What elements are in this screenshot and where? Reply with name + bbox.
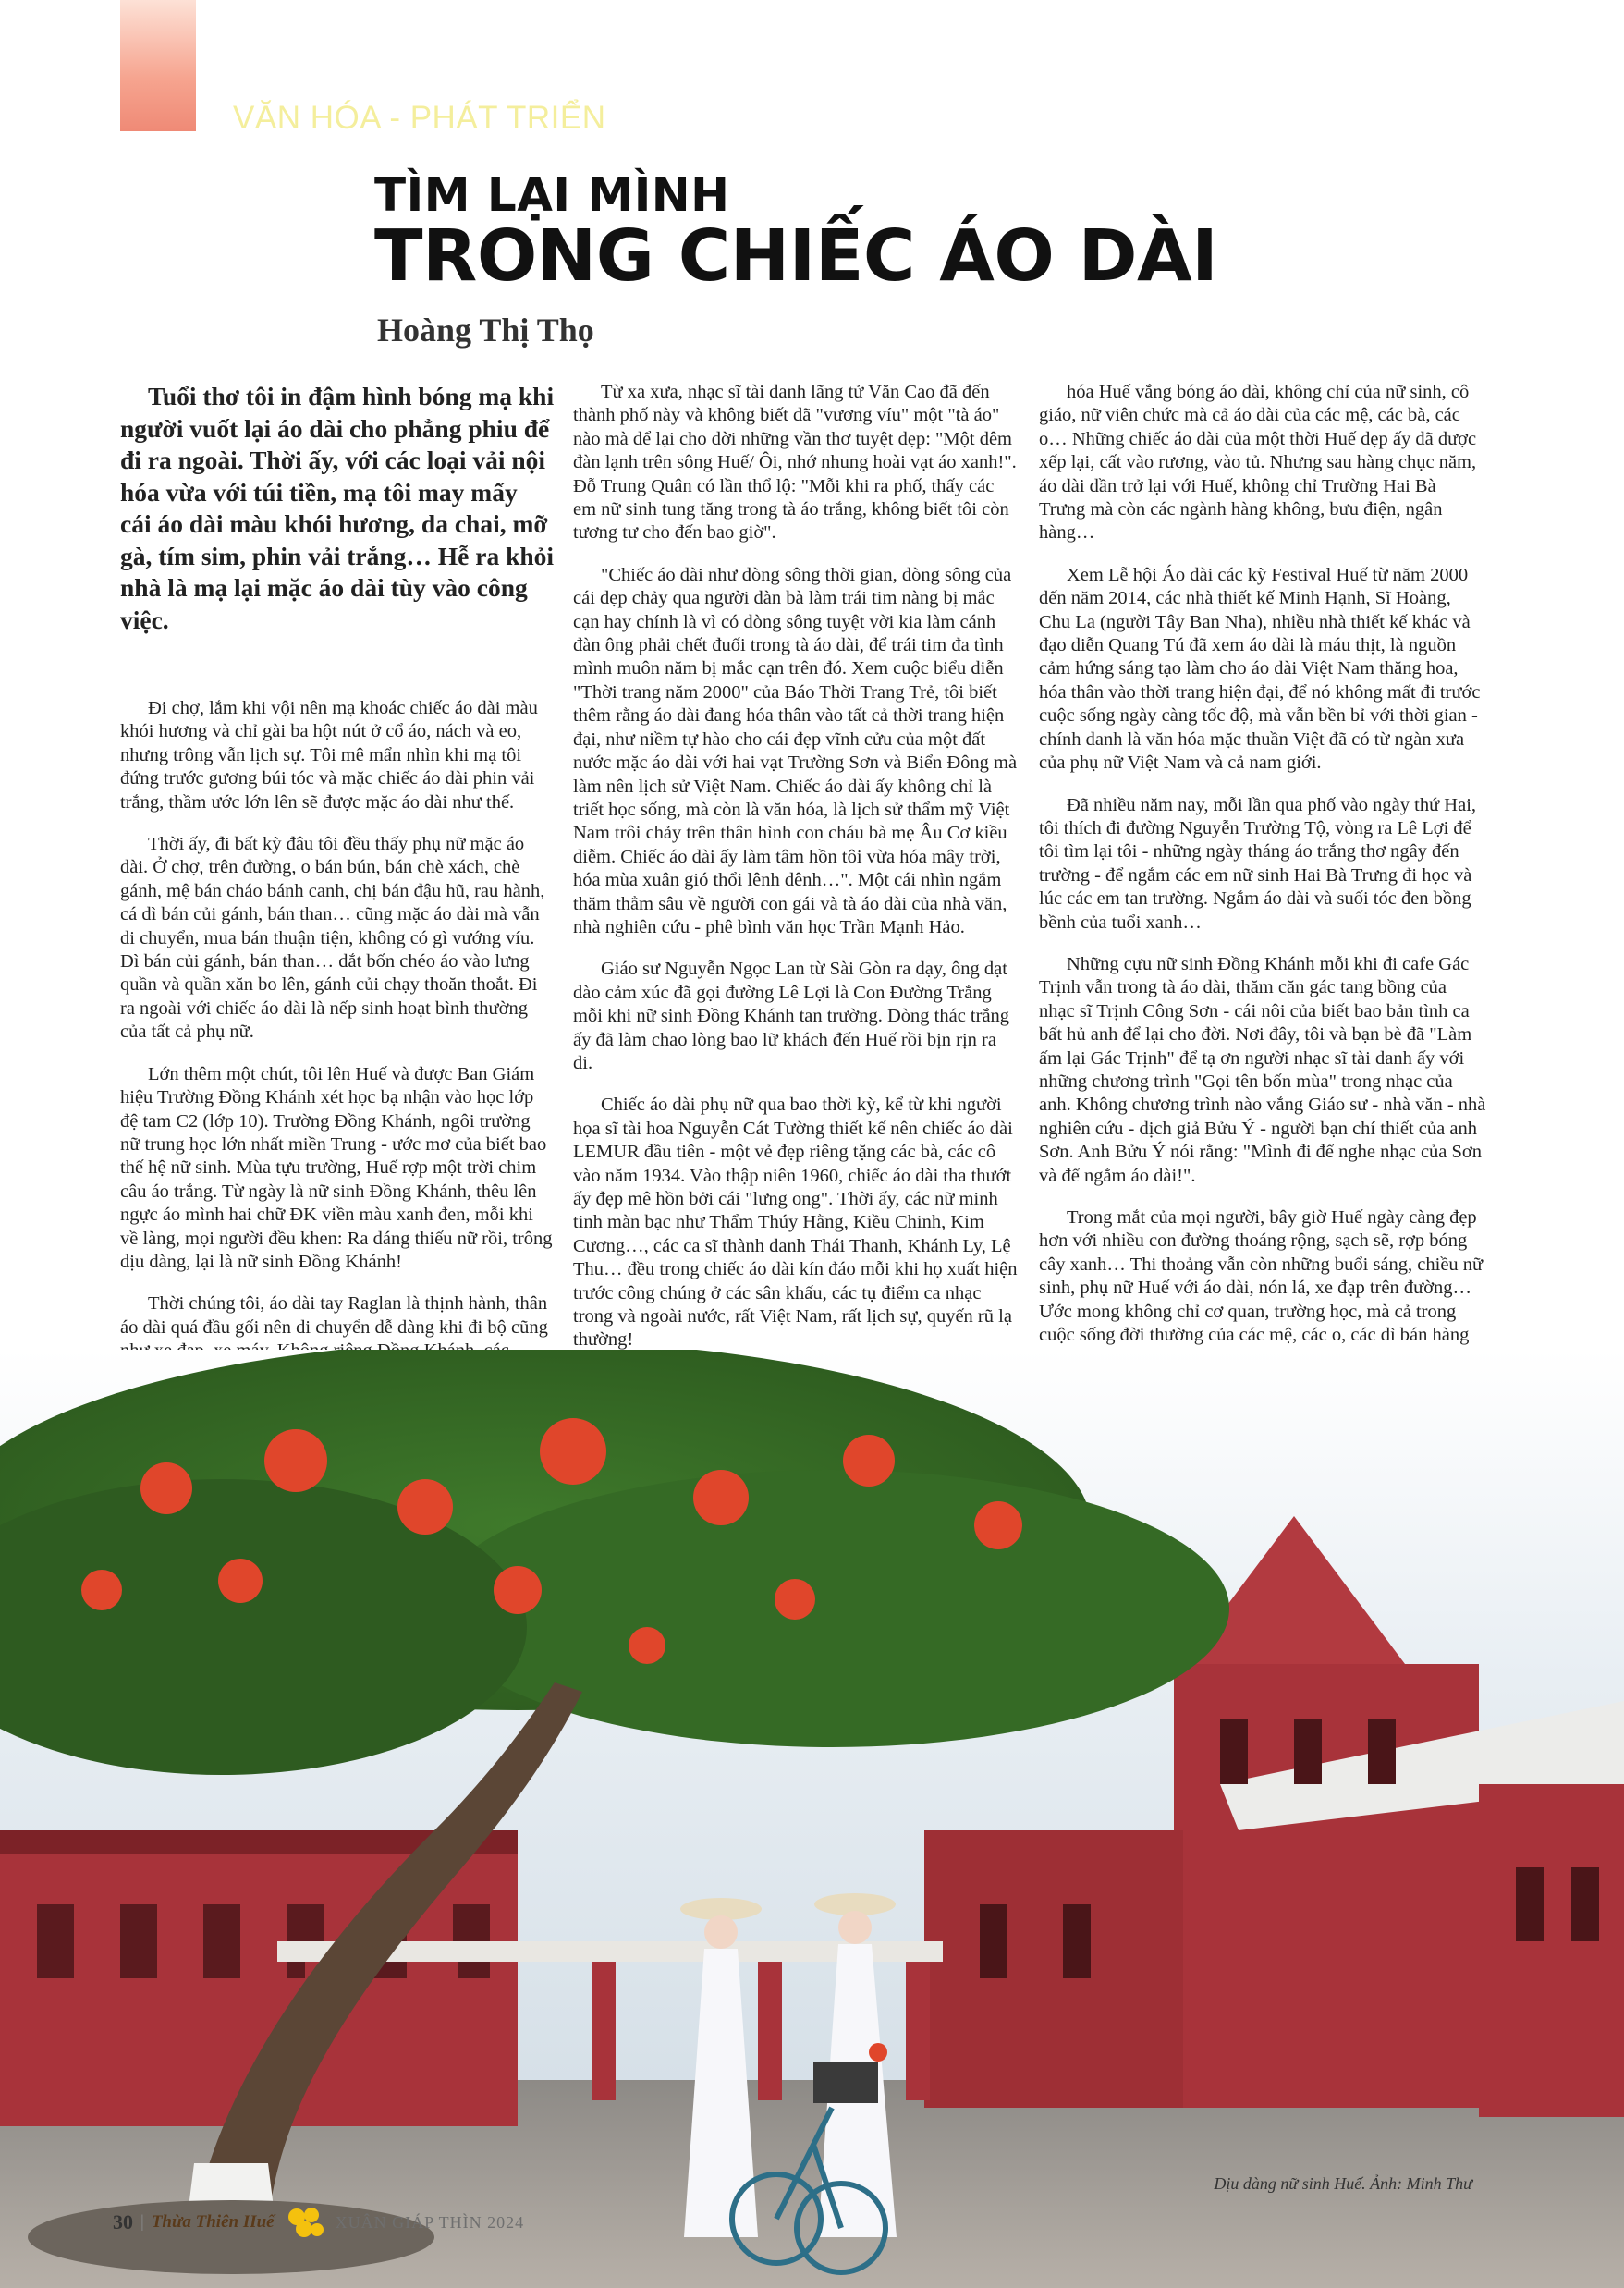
page-number: 30 bbox=[113, 2210, 133, 2233]
paragraph: Chiếc áo dài phụ nữ qua bao thời kỳ, kể từ khi người họa sĩ tài hoa Nguyễn Cát Tường thiết kế nên chiếc áo dài LEMUR đầu tiên - một vẻ đẹp riêng tặng các bà, các cô vào năm 1934. Vào thập niên 1960, chiếc áo dài tha thướt ấy đẹp mê hồn bởi cái "lưng ong". Thời ấy, các nữ minh tinh màn bạc như Thẩm Thúy Hằng, Kiều Chinh, Kim Cương…, các ca sĩ thành danh Thái Thanh, Khánh Ly, Lệ Thu… đều trong chiếc áo dài kín đáo mỗi khi họ xuất hiện trước công chúng ở các sân khấu, các tụ điểm ca nhạc trong và ngoài nước, rất Việt Nam, rất lịch sự, quyến rũ lạ thường! bbox=[573, 1095, 1018, 1351]
page-footer bbox=[113, 2204, 524, 2241]
paragraph: Đã nhiều năm nay, mỗi lần qua phố vào ngày thứ Hai, tôi thích đi đường Nguyễn Trường Tộ, vòng ra Lê Lợi để tôi tìm lại tôi - những ngày tháng áo trắng thơ ngây đến trường - để ngắm các em nữ sinh Hai Bà Trưng đi học và lúc các em tan trường. Ngắm áo dài và suối tóc đen bồng bềnh của tuổi xanh… bbox=[1039, 794, 1477, 933]
paragraph: Trong mắt của mọi người, bây giờ Huế ngày càng đẹp hơn với nhiều con đường thoáng rộng, sạch sẽ, rợp bóng cây xanh… Thi thoảng vẫn còn những buổi sáng, chiều nữ sinh, phụ nữ Huế với áo dài, nón lá, xe đạp trên đường… Ước mong không chỉ cơ quan, trường học, mà cả trong cuộc sống đời thường của các mệ, các o, các dì bán hàng bbox=[1039, 1207, 1484, 1346]
article-author: Hoàng Thị Thọ bbox=[377, 312, 594, 349]
paragraph: "Chiếc áo dài như dòng sông thời gian, dòng sông của cái đẹp chảy qua người đàn bà làm trái tim nàng bị mắc cạn hay chính là vì có dòng sông tuyệt vời kia làm cánh đàn ông phải chết đuối trong tà áo dài, để trái tim đa tình mình muôn năm bị mắc cạn trên đó. Xem cuộc biểu diễn "Thời trang năm 2000" của Báo Thời Trang Trẻ, tôi biết thêm rằng áo dài đang hóa thân vào tất cả thời trang hiện đại, như niềm tự hào cho cái đẹp vĩnh cửu của một đất nước mặc áo dài với hai vạt Trường Sơn và Biển Đông mà làm nên lịch sử Việt Nam. Chiếc áo dài ấy không chỉ là triết học sống, mà còn là văn hóa, là lịch sử thẩm mỹ Việt Nam trôi chảy trên thân hình con cháu bà mẹ Âu Cơ kiều diễm. Chiếc áo dài ấy làm tâm hồn tôi vừa hóa mây trời, hóa mùa xuân gió thổi lênh đênh…". Một cái nhìn ngắm thăm thẳm sâu về người con gái và tà áo dài của nhà văn, nhà nghiên cứu - phê bình văn học Trần Mạnh Hảo. bbox=[573, 564, 1018, 937]
paragraph: Thời chúng tôi, áo dài tay Raglan là thịnh hành, thân áo dài quá đầu gối nên di chuyển dễ dàng khi đi bộ cũng bbox=[120, 1293, 548, 1338]
section-color-tab bbox=[120, 0, 196, 131]
photo-illustration bbox=[0, 1350, 1624, 2288]
issue-label: XUÂN GIÁP THÌN 2024 bbox=[335, 2212, 525, 2232]
text-column-3 bbox=[1039, 381, 1486, 1483]
footer-separator: | bbox=[140, 2212, 144, 2232]
photo-caption: Dịu dàng nữ sinh Huế. Ảnh: Minh Thư bbox=[1214, 2174, 1472, 2193]
article-title-line2: TRONG CHIẾC ÁO DÀI bbox=[374, 215, 1218, 298]
paragraph: Giáo sư Nguyễn Ngọc Lan từ Sài Gòn ra dạy, ông dạt dào cảm xúc đã gọi đường Lê Lợi là Con Đường Trắng mỗi khi nữ sinh Đồng Khánh tan trường. Dòng thác trắng ấy đã làm chao lòng bao lữ khách đến Huế rồi bịn rịn ra đi. bbox=[573, 959, 1010, 1073]
paragraph: Những cựu nữ sinh Đồng Khánh mỗi khi đi cafe Gác Trịnh vẫn trong tà áo dài, thăm căn gác tang bồng của nhạc sĩ Trịnh Công Sơn - cái nôi của biết bao bản tình ca bất hủ anh để lại cho đời. Nơi đây, tôi và bạn bè đã "Làm ấm lại Gác Trịnh" để tạ ơn người nhạc sĩ tài danh ấy với những chương trình "Gọi tên bốn mùa" trong nhạc của anh. Không chương trình nào vắng Giáo sư - nhà văn - nhà nghiên cứu - dịch giả Bửu Ý - người bạn chí thiết của anh Sơn. Anh Bửu Ý nói rằng: "Mình đi để nghe nhạc của Sơn và để ngắm áo dài!". bbox=[1039, 953, 1486, 1186]
lede-paragraph: Tuổi thơ tôi in đậm hình bóng mạ khi người vuốt lại áo dài cho phẳng phiu để đi ra ngoài. Thời ấy, với các loại vải nội hóa vừa với túi tiền, mạ tôi may mấy cái áo dài màu khói hương, da chai, mỡ gà, tím sim, phin vải trắng… Hễ ra khỏi nhà là mạ lại mặc áo dài tùy vào công việc. bbox=[120, 382, 555, 634]
section-label: VĂN HÓA - PHÁT TRIỂN bbox=[233, 100, 606, 136]
magazine-name: Thừa Thiên Huế bbox=[151, 2212, 275, 2232]
paragraph: Từ xa xưa, nhạc sĩ tài danh lãng tử Văn Cao đã đến thành phố này và không biết đã "vương víu" một "tà áo" nào mà để lại cho đời những vần thơ tuyệt đẹp: "Một đêm đàn lạnh trên sông Huế/ Ôi, nhớ nhung hoài vạt áo xanh!". Đỗ Trung Quân có lần thổ lộ: "Mỗi khi ra phố, thấy các em nữ sinh tung tăng trong tà áo trắng, không biết tôi còn tương tư cho đến bao giờ". bbox=[573, 382, 1017, 544]
article-photo bbox=[0, 1350, 1624, 2288]
magazine-logo-icon bbox=[282, 2204, 328, 2241]
paragraph: hóa Huế vắng bóng áo dài, không chỉ của nữ sinh, cô giáo, nữ viên chức mà cả áo dài của các mệ, các bà, các o… Những chiếc áo dài của một thời Huế đẹp ấy đã được xếp lại, cất vào rương, vào tủ. Nhưng sau hàng chục năm, áo dài dần trở lại với Huế, không chỉ Trường Hai Bà Trưng mà còn các ngành hàng không, bưu điện, ngân hàng… bbox=[1039, 382, 1477, 544]
paragraph: Đi chợ, lắm khi vội nên mạ khoác chiếc áo dài màu khói hương và chỉ gài ba hột nút ở cổ áo, nách và eo, nhưng trông vẫn lịch sự. Tôi mê mẩn nhìn khi mạ tôi đứng trước gương búi tóc và mặc chiếc áo dài phin vải trắng, thầm ước lớn lên sẽ được mặc áo dài như thế. bbox=[120, 698, 538, 813]
text-column-1 bbox=[120, 381, 555, 1499]
paragraph: Xem Lễ hội Áo dài các kỳ Festival Huế từ năm 2000 đến năm 2014, các nhà thiết kế Minh Hạnh, Sĩ Hoàng, Chu La (người Tây Ban Nha), nhiều nhà thiết kế khác và đạo diễn Quang Tú đã xem áo dài là máu thịt, là nguồn cảm hứng sáng tạo làm cho áo dài Việt Nam thăng hoa, hóa thân vào thời trang hiện đại, để nó không mất đi trước cuộc sống ngày càng tốc độ, mà vẫn bền bỉ với thời gian - chính danh là văn hóa mặc thuần Việt đã có từ ngàn xưa của phụ nữ Việt Nam và cả nam giới. bbox=[1039, 564, 1481, 774]
text-column-2 bbox=[573, 381, 1019, 1460]
paragraph: Thời ấy, đi bất kỳ đâu tôi đều thấy phụ nữ mặc áo dài. Ở chợ, trên đường, o bán bún, bán chè xách, chè gánh, mệ bán cháo bánh canh, chị bán đậu hũ, rau hành, cá dì bán củi gánh, bán than… cũng mặc áo dài mà vẫn di chuyển, mua bán thuận tiện, không có gì vướng víu. Dì bán củi gánh, bán than… dắt bốn chéo áo vào lưng quần và quần xăn bo lên, gánh củi chạy thoăn thoắt. Đi ra ngoài với chiếc áo dài là nếp sinh hoạt bình thường của tất cả phụ nữ. bbox=[120, 834, 545, 1043]
article-title-line1: TÌM LẠI MÌNH bbox=[374, 168, 730, 222]
paragraph: Lớn thêm một chút, tôi lên Huế và được Ban Giám hiệu Trường Đồng Khánh xét học bạ nhận vào học lớp đệ tam C2 (lớp 10). Trường Đồng Khánh, ngôi trường nữ trung học lớn nhất miền Trung - ước mơ của biết bao thế hệ nữ sinh. Mùa tựu trường, Huế rợp một trời chim câu áo trắng. Từ ngày là nữ sinh Đồng Khánh, thêu lên ngực áo mình hai chữ ĐK viền màu xanh đen, mỗi khi về làng, mọi người đều khen: Ra dáng thiếu nữ rồi, trông dịu dàng, lại là nữ sinh Đồng Khánh! bbox=[120, 1063, 553, 1272]
